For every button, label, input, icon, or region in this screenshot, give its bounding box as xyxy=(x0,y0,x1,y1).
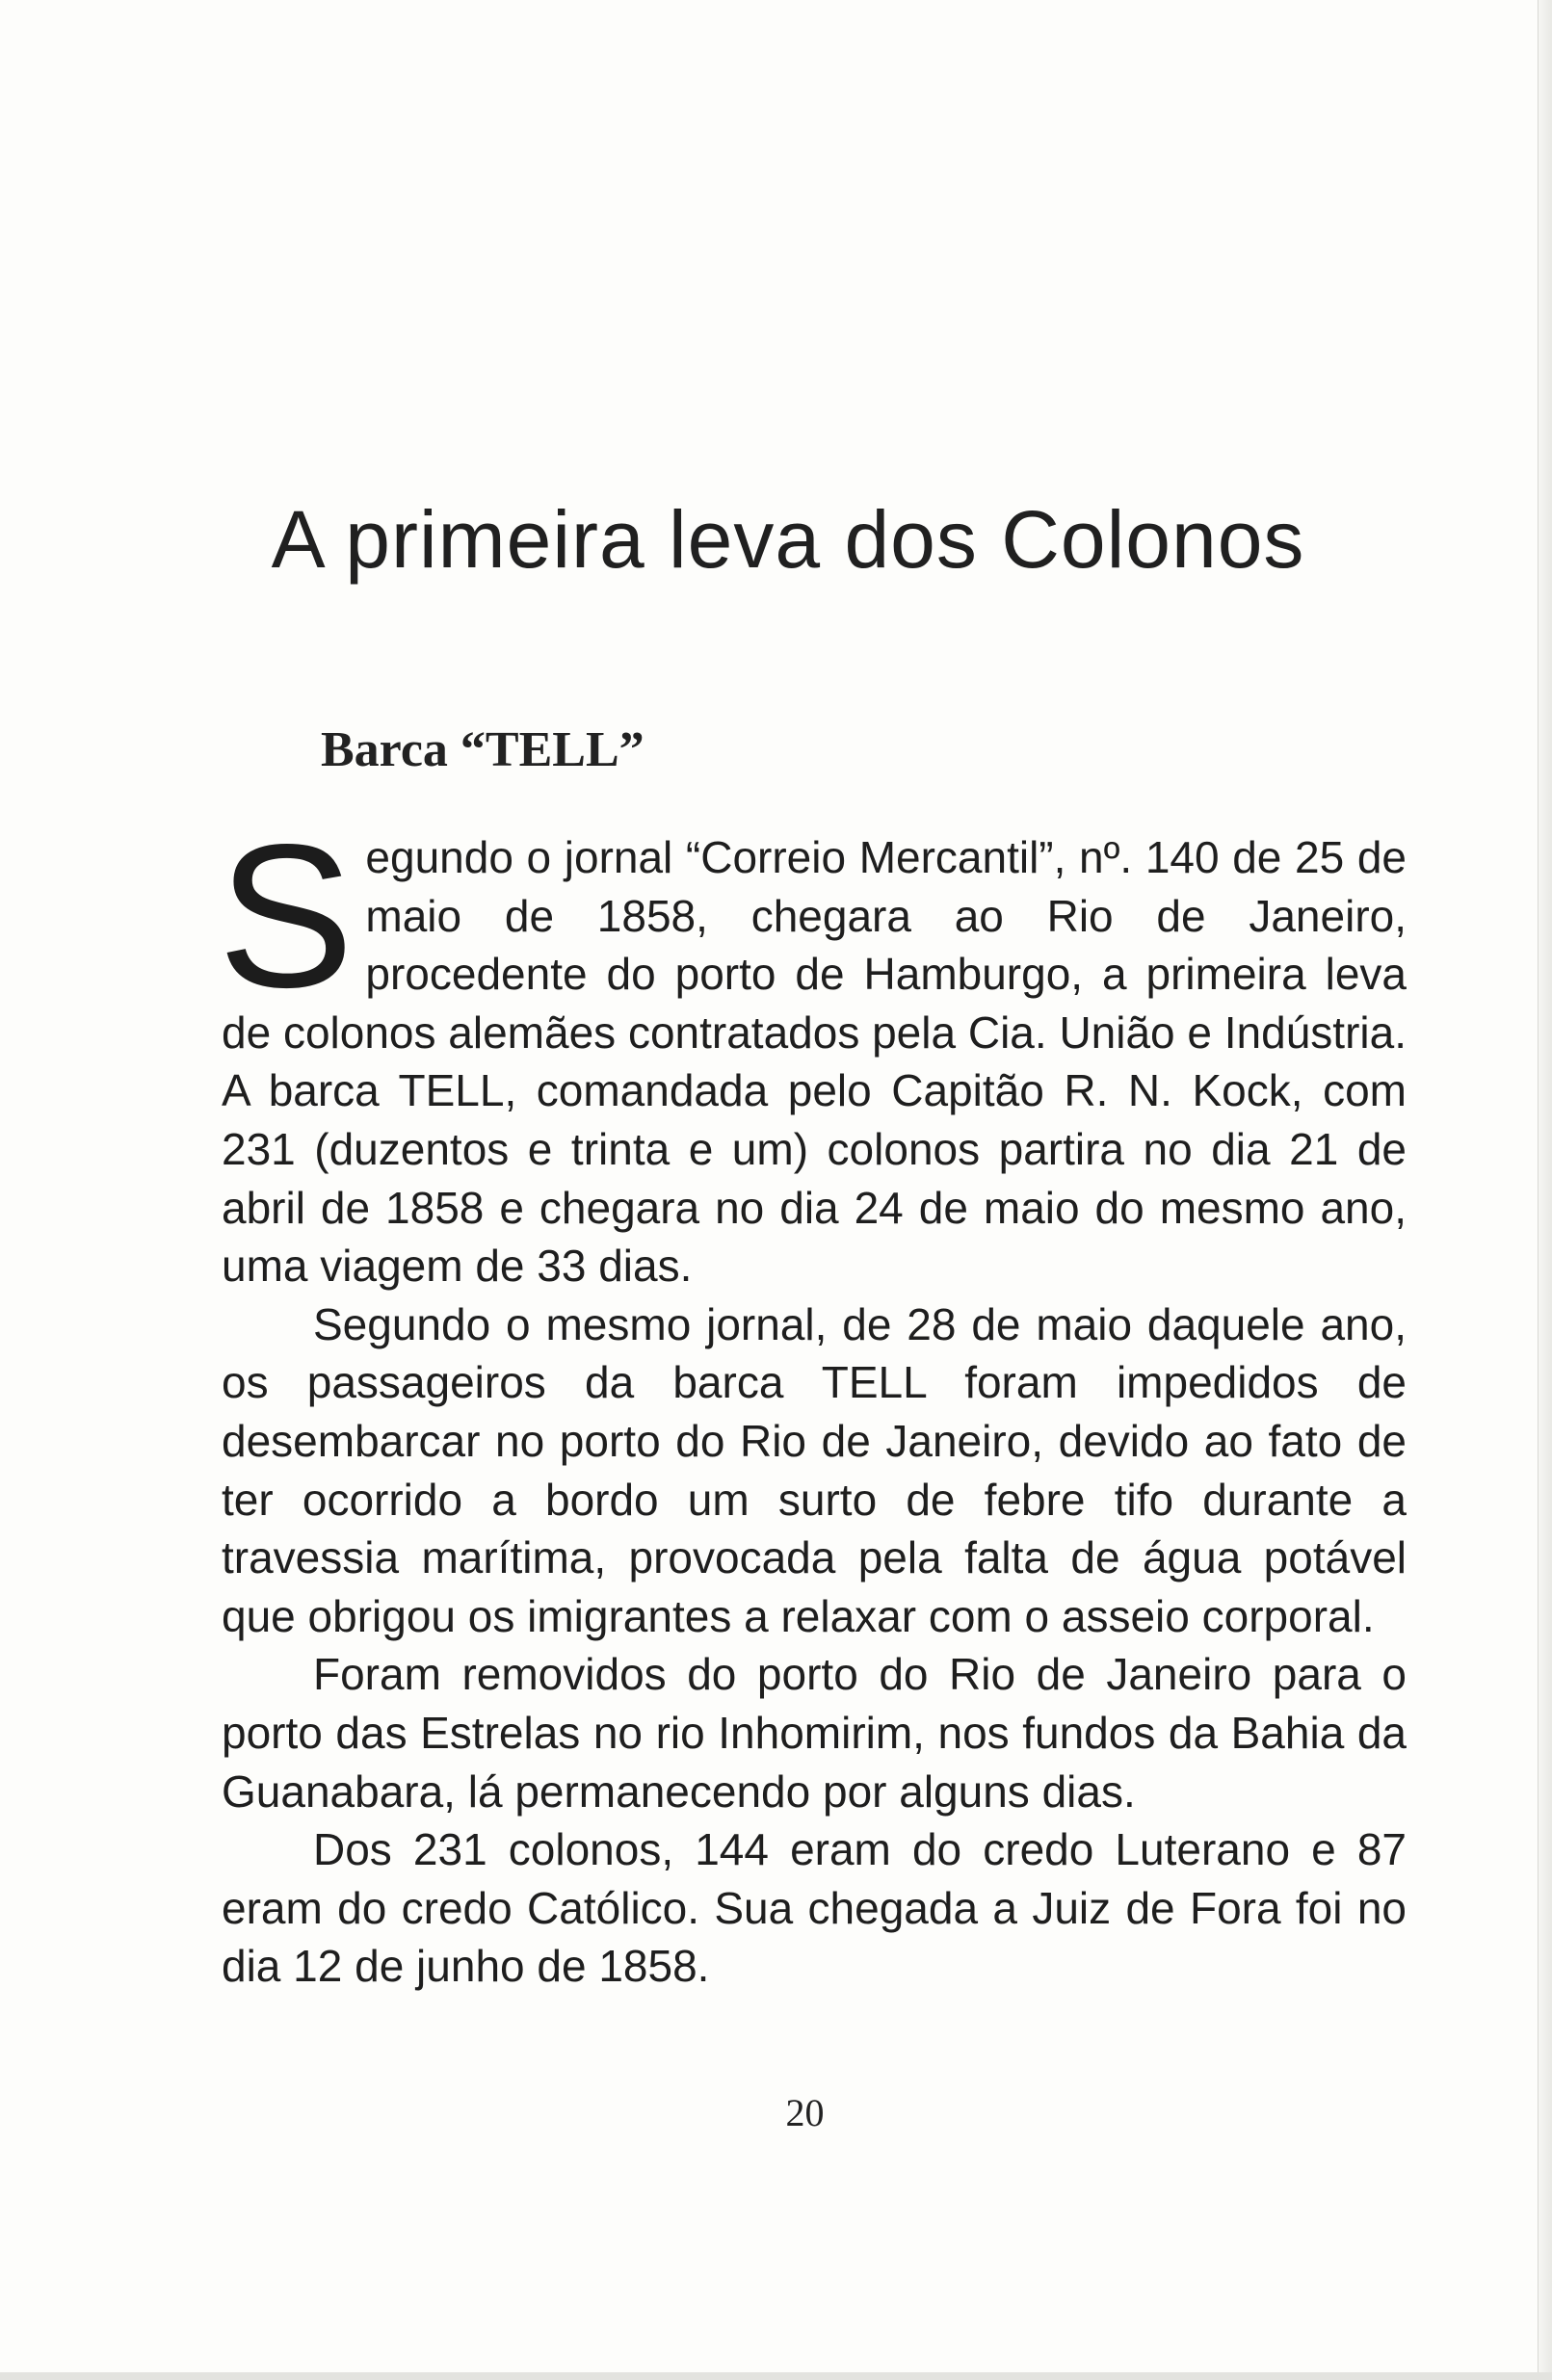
paragraph-2: Segundo o mesmo jornal, de 28 de maio daquele ano, os passageiros da barca TELL foram impedidos de desembarcar no porto do Rio de Janeiro, devido ao fato de ter ocorrido a bordo um surto de febre tifo durante a travessia marítima, provocada pela falta de água potável que obrigou os imigrantes a relaxar com o asseio corporal. xyxy=(222,1298,1407,1641)
paragraph-4: Dos 231 colonos, 144 eram do credo Luterano e 87 eram do credo Católico. Sua chegada a Juiz de Fora foi no dia 12 de junho de 1858. xyxy=(222,1824,1407,1992)
drop-cap: S xyxy=(218,801,355,1030)
page-edge xyxy=(1538,0,1552,2380)
page-number: 20 xyxy=(785,2091,825,2134)
body-text xyxy=(218,801,1407,1996)
chapter-title: A primeira leva dos Colonos xyxy=(271,494,1305,585)
paragraph-1-text: egundo o jornal “Correio Mercantil”, nº. 140 de 25 de maio de 1858, chegara ao Rio de Janeiro, procedente do porto de Hamburgo, a primeira leva de colonos alemães contratados pela Cia. União e Indústria. A barca TELL, comandada pelo Capitão R. N. Kock, com 231 (duzentos e trinta e um) colonos partira no dia 21 de abril de 1858 e chegara no dia 24 de maio do mesmo ano, uma viagem de 33 dias. xyxy=(222,832,1407,1292)
paragraph-1 xyxy=(218,801,1407,1295)
page-bottom-edge xyxy=(0,2372,1552,2380)
paragraph-3: Foram removidos do porto do Rio de Janeiro para o porto das Estrelas no rio Inhomirim, nos fundos da Bahia da Guanabara, lá permanecendo por alguns dias. xyxy=(222,1649,1407,1817)
section-heading: Barca “TELL” xyxy=(321,722,644,777)
